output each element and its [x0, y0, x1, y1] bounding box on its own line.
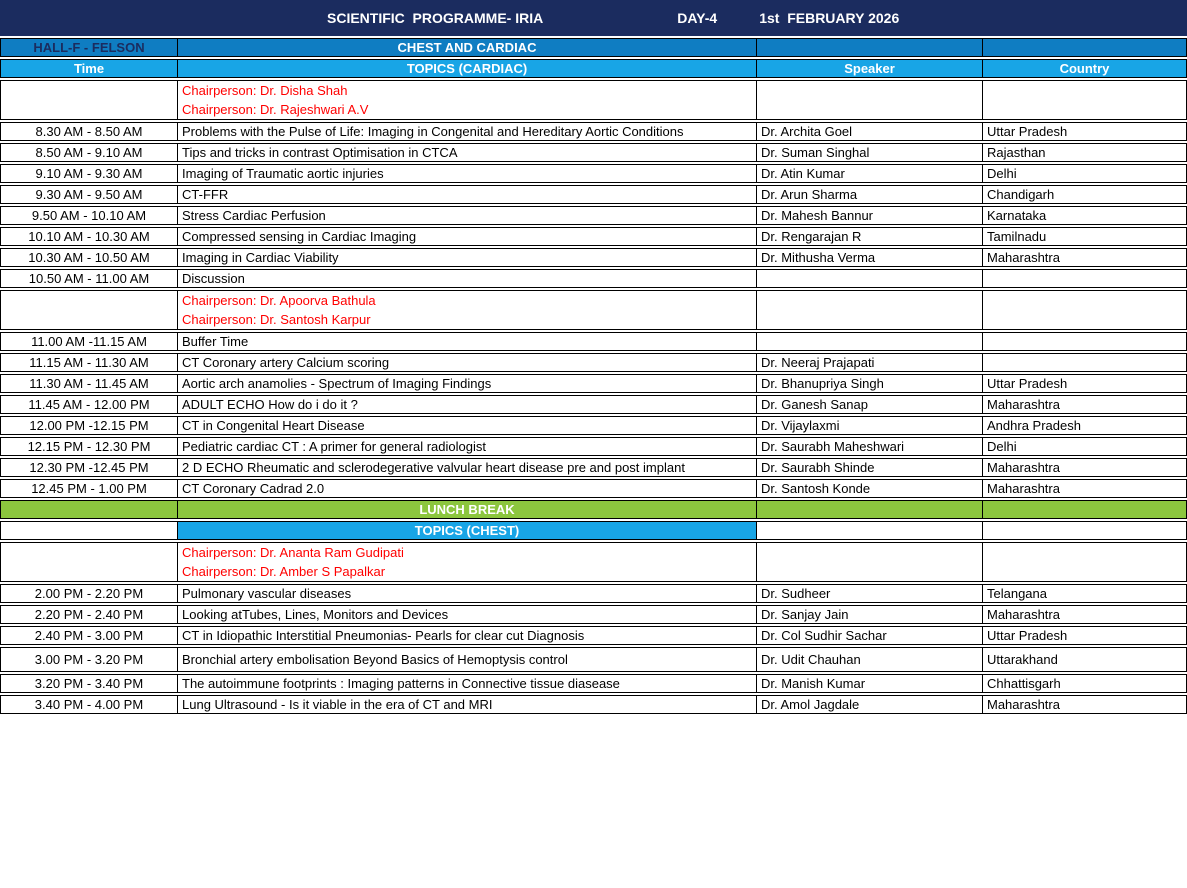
- topic-cell: Buffer Time: [178, 332, 757, 351]
- programme-table: [0, 36, 1187, 716]
- speaker-cell: Dr. Sanjay Jain: [757, 605, 983, 624]
- speaker-cell: Dr. Rengarajan R: [757, 227, 983, 246]
- empty-header-cell: [983, 38, 1187, 57]
- time-cell: 10.30 AM - 10.50 AM: [0, 248, 178, 267]
- topic-cell: Discussion: [178, 269, 757, 288]
- time-cell: 2.00 PM - 2.20 PM: [0, 584, 178, 603]
- time-cell: 9.10 AM - 9.30 AM: [0, 164, 178, 183]
- country-cell: Uttar Pradesh: [983, 626, 1187, 645]
- time-cell: [0, 500, 178, 519]
- chairperson-line: Chairperson: Dr. Amber S Papalkar: [182, 564, 386, 579]
- topic-cell: 2 D ECHO Rheumatic and sclerodegerative valvular heart disease pre and post implant: [178, 458, 757, 477]
- speaker-cell: Dr. Santosh Konde: [757, 479, 983, 498]
- day-label: DAY-4: [677, 10, 718, 26]
- country-cell: Rajasthan: [983, 143, 1187, 162]
- country-cell: [983, 332, 1187, 351]
- table-row: [0, 521, 1187, 540]
- time-cell: 12.45 PM - 1.00 PM: [0, 479, 178, 498]
- chairperson-line: Chairperson: Dr. Ananta Ram Gudipati: [182, 545, 404, 560]
- country-cell: Andhra Pradesh: [983, 416, 1187, 435]
- topic-cell: CT in Idiopathic Interstitial Pneumonias- Pearls for clear cut Diagnosis: [178, 626, 757, 645]
- topic-cell: Bronchial artery embolisation Beyond Basics of Hemoptysis control: [178, 647, 757, 672]
- country-cell: Maharashtra: [983, 695, 1187, 714]
- speaker-cell: [757, 521, 983, 540]
- table-row: [0, 248, 1187, 267]
- section-header-cell: TOPICS (CHEST): [178, 521, 757, 540]
- title-bar: [0, 0, 1187, 36]
- topic-cell: CT Coronary artery Calcium scoring: [178, 353, 757, 372]
- topic-cell: Imaging of Traumatic aortic injuries: [178, 164, 757, 183]
- speaker-cell: Dr. Saurabh Maheshwari: [757, 437, 983, 456]
- speaker-cell: [757, 269, 983, 288]
- speaker-cell: Dr. Suman Singhal: [757, 143, 983, 162]
- time-cell: [0, 290, 178, 330]
- speaker-cell: Dr. Ganesh Sanap: [757, 395, 983, 414]
- country-cell: Maharashtra: [983, 479, 1187, 498]
- table-row: [0, 500, 1187, 519]
- table-row: [0, 143, 1187, 162]
- country-cell: Maharashtra: [983, 248, 1187, 267]
- speaker-cell: [757, 500, 983, 519]
- topic-cell: Stress Cardiac Perfusion: [178, 206, 757, 225]
- time-cell: 11.00 AM -11.15 AM: [0, 332, 178, 351]
- table-row: [0, 122, 1187, 141]
- session-title-cell: CHEST AND CARDIAC: [178, 38, 757, 57]
- table-row: [0, 437, 1187, 456]
- time-cell: 10.50 AM - 11.00 AM: [0, 269, 178, 288]
- time-cell: 3.20 PM - 3.40 PM: [0, 674, 178, 693]
- country-cell: Karnataka: [983, 206, 1187, 225]
- topic-cell: CT in Congenital Heart Disease: [178, 416, 757, 435]
- speaker-cell: Dr. Archita Goel: [757, 122, 983, 141]
- time-cell: 10.10 AM - 10.30 AM: [0, 227, 178, 246]
- column-header-time: Time: [0, 59, 178, 78]
- table-row: [0, 59, 1187, 78]
- time-cell: 3.00 PM - 3.20 PM: [0, 647, 178, 672]
- time-cell: 9.30 AM - 9.50 AM: [0, 185, 178, 204]
- country-cell: Telangana: [983, 584, 1187, 603]
- country-cell: Maharashtra: [983, 395, 1187, 414]
- topic-cell: The autoimmune footprints : Imaging patterns in Connective tissue diasease: [178, 674, 757, 693]
- table-row: [0, 416, 1187, 435]
- speaker-cell: [757, 80, 983, 120]
- topic-cell: Pediatric cardiac CT : A primer for general radiologist: [178, 437, 757, 456]
- table-row: [0, 353, 1187, 372]
- country-cell: [983, 269, 1187, 288]
- time-cell: [0, 521, 178, 540]
- lunch-break-cell: LUNCH BREAK: [178, 500, 757, 519]
- table-row: [0, 227, 1187, 246]
- time-cell: 9.50 AM - 10.10 AM: [0, 206, 178, 225]
- topic-cell: Lung Ultrasound - Is it viable in the era of CT and MRI: [178, 695, 757, 714]
- hall-name-cell: HALL-F - FELSON: [0, 38, 178, 57]
- table-row: [0, 80, 1187, 120]
- speaker-cell: Dr. Amol Jagdale: [757, 695, 983, 714]
- chairperson-cell: [178, 80, 757, 120]
- speaker-cell: [757, 542, 983, 582]
- country-cell: Delhi: [983, 437, 1187, 456]
- table-row: [0, 269, 1187, 288]
- country-cell: Maharashtra: [983, 458, 1187, 477]
- table-row: [0, 479, 1187, 498]
- speaker-cell: Dr. Mithusha Verma: [757, 248, 983, 267]
- speaker-cell: Dr. Neeraj Prajapati: [757, 353, 983, 372]
- speaker-cell: Dr. Sudheer: [757, 584, 983, 603]
- country-cell: [983, 500, 1187, 519]
- speaker-cell: Dr. Vijaylaxmi: [757, 416, 983, 435]
- topic-cell: Imaging in Cardiac Viability: [178, 248, 757, 267]
- chairperson-cell: [178, 290, 757, 330]
- table-row: [0, 206, 1187, 225]
- topic-cell: Pulmonary vascular diseases: [178, 584, 757, 603]
- chairperson-line: Chairperson: Dr. Apoorva Bathula: [182, 293, 376, 308]
- country-cell: [983, 353, 1187, 372]
- country-cell: [983, 290, 1187, 330]
- time-cell: [0, 542, 178, 582]
- table-row: [0, 164, 1187, 183]
- topic-cell: Tips and tricks in contrast Optimisation in CTCA: [178, 143, 757, 162]
- speaker-cell: [757, 290, 983, 330]
- country-cell: [983, 521, 1187, 540]
- speaker-cell: Dr. Col Sudhir Sachar: [757, 626, 983, 645]
- table-row: [0, 695, 1187, 714]
- programme-title: SCIENTIFIC PROGRAMME- IRIA: [327, 10, 544, 26]
- table-row: [0, 584, 1187, 603]
- country-cell: Tamilnadu: [983, 227, 1187, 246]
- time-cell: 2.40 PM - 3.00 PM: [0, 626, 178, 645]
- date-label: 1st FEBRUARY 2026: [759, 10, 900, 26]
- chairperson-cell: [178, 542, 757, 582]
- speaker-cell: Dr. Udit Chauhan: [757, 647, 983, 672]
- topic-cell: CT-FFR: [178, 185, 757, 204]
- speaker-cell: Dr. Manish Kumar: [757, 674, 983, 693]
- country-cell: Uttarakhand: [983, 647, 1187, 672]
- table-row: [0, 542, 1187, 582]
- table-row: [0, 605, 1187, 624]
- speaker-cell: Dr. Arun Sharma: [757, 185, 983, 204]
- topic-cell: Aortic arch anamolies - Spectrum of Imaging Findings: [178, 374, 757, 393]
- table-row: [0, 458, 1187, 477]
- table-row: [0, 374, 1187, 393]
- topic-cell: Compressed sensing in Cardiac Imaging: [178, 227, 757, 246]
- speaker-cell: Dr. Saurabh Shinde: [757, 458, 983, 477]
- country-cell: Uttar Pradesh: [983, 374, 1187, 393]
- time-cell: 12.15 PM - 12.30 PM: [0, 437, 178, 456]
- speaker-cell: [757, 332, 983, 351]
- time-cell: [0, 80, 178, 120]
- topic-cell: Looking atTubes, Lines, Monitors and Devices: [178, 605, 757, 624]
- time-cell: 8.50 AM - 9.10 AM: [0, 143, 178, 162]
- table-row: [0, 332, 1187, 351]
- time-cell: 11.15 AM - 11.30 AM: [0, 353, 178, 372]
- topic-cell: Problems with the Pulse of Life: Imaging in Congenital and Hereditary Aortic Conditions: [178, 122, 757, 141]
- country-cell: Chhattisgarh: [983, 674, 1187, 693]
- topic-cell: CT Coronary Cadrad 2.0: [178, 479, 757, 498]
- column-header-topics: TOPICS (CARDIAC): [178, 59, 757, 78]
- chairperson-line: Chairperson: Dr. Disha Shah: [182, 83, 348, 98]
- empty-header-cell: [757, 38, 983, 57]
- table-row: [0, 185, 1187, 204]
- country-cell: Uttar Pradesh: [983, 122, 1187, 141]
- table-row: [0, 290, 1187, 330]
- time-cell: 11.45 AM - 12.00 PM: [0, 395, 178, 414]
- time-cell: 8.30 AM - 8.50 AM: [0, 122, 178, 141]
- country-cell: [983, 542, 1187, 582]
- chairperson-line: Chairperson: Dr. Santosh Karpur: [182, 312, 371, 327]
- speaker-cell: Dr. Bhanupriya Singh: [757, 374, 983, 393]
- country-cell: Chandigarh: [983, 185, 1187, 204]
- speaker-cell: Dr. Mahesh Bannur: [757, 206, 983, 225]
- table-row: [0, 395, 1187, 414]
- topic-cell: ADULT ECHO How do i do it ?: [178, 395, 757, 414]
- table-row: [0, 626, 1187, 645]
- time-cell: 11.30 AM - 11.45 AM: [0, 374, 178, 393]
- column-header-country: Country: [983, 59, 1187, 78]
- chairperson-line: Chairperson: Dr. Rajeshwari A.V: [182, 102, 369, 117]
- time-cell: 12.30 PM -12.45 PM: [0, 458, 178, 477]
- country-cell: Maharashtra: [983, 605, 1187, 624]
- time-cell: 2.20 PM - 2.40 PM: [0, 605, 178, 624]
- table-row: [0, 38, 1187, 57]
- column-header-speaker: Speaker: [757, 59, 983, 78]
- time-cell: 3.40 PM - 4.00 PM: [0, 695, 178, 714]
- table-row: [0, 674, 1187, 693]
- country-cell: Delhi: [983, 164, 1187, 183]
- time-cell: 12.00 PM -12.15 PM: [0, 416, 178, 435]
- country-cell: [983, 80, 1187, 120]
- speaker-cell: Dr. Atin Kumar: [757, 164, 983, 183]
- table-row: [0, 647, 1187, 672]
